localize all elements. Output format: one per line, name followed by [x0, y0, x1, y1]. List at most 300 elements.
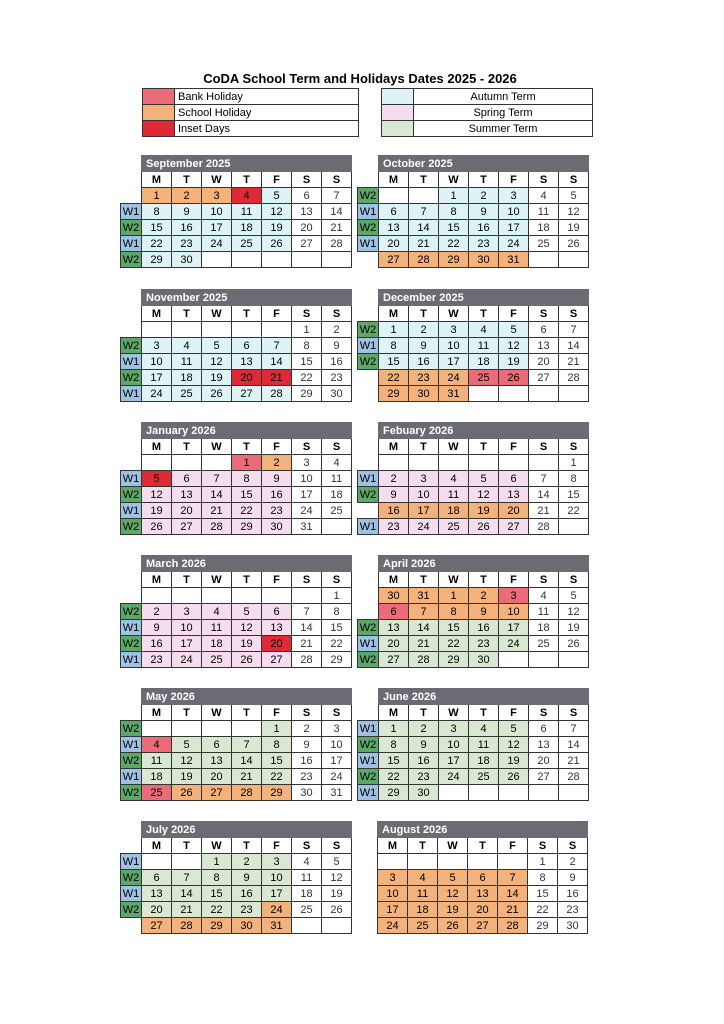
week-row [358, 471, 589, 487]
week-row [358, 236, 589, 252]
week-label: W1 [358, 721, 379, 737]
day-cell: 23 [558, 902, 588, 918]
day-cell: 18 [469, 354, 499, 370]
day-cell: 13 [529, 338, 559, 354]
week-row [121, 636, 352, 652]
week-row [358, 588, 589, 604]
week-row [121, 721, 352, 737]
day-header: F [499, 306, 529, 322]
day-cell [142, 854, 172, 870]
day-cell: 10 [439, 338, 469, 354]
day-cell: 5 [262, 188, 292, 204]
day-cell: 1 [439, 588, 469, 604]
week-spacer [121, 689, 142, 705]
day-header: F [262, 306, 292, 322]
week-row [358, 338, 589, 354]
week-label: W1 [121, 854, 142, 870]
week-row [121, 737, 352, 753]
day-cell: 15 [559, 487, 589, 503]
day-cell: 4 [469, 322, 499, 338]
day-cell: 8 [232, 471, 262, 487]
day-header: T [232, 838, 262, 854]
day-cell: 13 [292, 204, 322, 220]
day-header: W [202, 306, 232, 322]
day-cell: 22 [528, 902, 558, 918]
day-cell: 2 [322, 322, 352, 338]
day-cell: 10 [202, 204, 232, 220]
day-cell: 16 [172, 220, 202, 236]
day-cell: 15 [379, 753, 409, 769]
day-header: T [172, 172, 202, 188]
day-cell: 13 [379, 620, 409, 636]
day-cell: 28 [409, 652, 439, 668]
day-cell: 2 [262, 455, 292, 471]
day-header: T [469, 572, 499, 588]
day-cell: 1 [379, 322, 409, 338]
day-header-row [121, 172, 352, 188]
day-cell: 17 [378, 902, 408, 918]
legend-swatch [143, 89, 175, 105]
month-september-2025 [120, 155, 352, 268]
day-header-row [121, 439, 352, 455]
day-cell: 16 [379, 503, 409, 519]
month-april-2026 [357, 555, 589, 668]
day-cell: 25 [529, 636, 559, 652]
day-cell: 8 [439, 204, 469, 220]
month-table [120, 555, 352, 668]
week-label [121, 918, 142, 934]
week-spacer [358, 306, 379, 322]
day-cell: 10 [322, 737, 352, 753]
day-cell: 9 [292, 737, 322, 753]
day-cell: 23 [292, 769, 322, 785]
day-cell: 27 [379, 252, 409, 268]
day-cell: 5 [559, 188, 589, 204]
day-cell: 2 [142, 604, 172, 620]
week-spacer [121, 306, 142, 322]
week-label: W1 [358, 204, 379, 220]
day-cell: 9 [379, 487, 409, 503]
week-label: W1 [358, 471, 379, 487]
day-cell: 6 [379, 204, 409, 220]
day-cell: 13 [468, 886, 498, 902]
month-table [357, 821, 588, 934]
day-cell: 30 [379, 588, 409, 604]
week-spacer [121, 290, 142, 306]
week-spacer [357, 838, 378, 854]
day-cell: 17 [322, 753, 352, 769]
week-spacer [121, 705, 142, 721]
day-cell: 6 [172, 471, 202, 487]
month-header [121, 423, 352, 439]
day-cell: 25 [529, 236, 559, 252]
week-label: W2 [121, 753, 142, 769]
day-header: T [172, 439, 202, 455]
day-header: W [202, 838, 232, 854]
day-cell: 14 [559, 737, 589, 753]
day-cell: 29 [379, 386, 409, 402]
week-label [121, 588, 142, 604]
day-cell: 2 [379, 471, 409, 487]
day-cell: 3 [409, 471, 439, 487]
day-header-row [358, 172, 589, 188]
week-spacer [358, 689, 379, 705]
month-header [358, 156, 589, 172]
day-cell: 4 [232, 188, 262, 204]
day-header: S [529, 306, 559, 322]
day-cell: 27 [292, 236, 322, 252]
week-row [358, 354, 589, 370]
day-cell: 23 [469, 636, 499, 652]
month-header [121, 822, 352, 838]
week-row [121, 487, 352, 503]
day-cell: 30 [232, 918, 262, 934]
day-header: W [202, 172, 232, 188]
legend-label: School Holiday [175, 105, 359, 121]
day-cell: 16 [322, 354, 352, 370]
day-cell: 4 [408, 870, 438, 886]
day-cell: 30 [322, 386, 352, 402]
week-label: W1 [121, 236, 142, 252]
legend-row [382, 89, 593, 105]
day-cell: 11 [142, 753, 172, 769]
day-cell: 17 [202, 220, 232, 236]
week-row [121, 252, 352, 268]
day-cell: 11 [202, 620, 232, 636]
week-label: W2 [121, 902, 142, 918]
week-label: W2 [121, 370, 142, 386]
day-cell: 12 [322, 870, 352, 886]
day-cell: 12 [559, 204, 589, 220]
day-cell: 21 [292, 636, 322, 652]
week-spacer [121, 439, 142, 455]
day-cell: 29 [142, 252, 172, 268]
month-may-2026 [120, 688, 352, 801]
day-header-row [121, 838, 352, 854]
day-cell: 19 [469, 503, 499, 519]
week-row [358, 785, 589, 801]
day-cell: 6 [499, 471, 529, 487]
day-cell: 23 [322, 370, 352, 386]
day-cell: 27 [142, 918, 172, 934]
day-cell: 11 [469, 338, 499, 354]
day-header: M [142, 306, 172, 322]
day-cell: 25 [142, 785, 172, 801]
day-cell: 13 [172, 487, 202, 503]
day-cell: 5 [499, 721, 529, 737]
day-cell: 24 [262, 902, 292, 918]
day-cell: 1 [439, 188, 469, 204]
month-header [357, 822, 588, 838]
day-cell: 24 [439, 370, 469, 386]
day-cell: 28 [262, 386, 292, 402]
day-cell: 9 [142, 620, 172, 636]
week-row [121, 604, 352, 620]
day-cell: 18 [172, 370, 202, 386]
week-row [357, 886, 588, 902]
day-cell: 11 [529, 604, 559, 620]
day-cell: 15 [232, 487, 262, 503]
day-header: W [438, 838, 468, 854]
day-cell: 22 [379, 370, 409, 386]
day-cell: 18 [202, 636, 232, 652]
day-cell: 24 [172, 652, 202, 668]
day-cell: 3 [292, 455, 322, 471]
day-cell: 16 [142, 636, 172, 652]
day-cell: 18 [529, 220, 559, 236]
legend-label: Bank Holiday [175, 89, 359, 105]
day-cell: 21 [232, 769, 262, 785]
day-cell: 31 [292, 519, 322, 535]
day-cell: 21 [409, 636, 439, 652]
week-label: W1 [121, 652, 142, 668]
week-spacer [121, 556, 142, 572]
day-header: T [409, 439, 439, 455]
month-table [120, 422, 352, 535]
page-title: CoDA School Term and Holidays Dates 2025 - 2026 [203, 71, 517, 86]
day-cell: 10 [499, 204, 529, 220]
day-cell: 25 [172, 386, 202, 402]
day-cell: 11 [469, 737, 499, 753]
day-header: T [232, 705, 262, 721]
day-header: S [558, 838, 588, 854]
day-header: W [439, 572, 469, 588]
day-header: T [172, 838, 202, 854]
day-cell [322, 252, 352, 268]
day-cell: 18 [142, 769, 172, 785]
day-header: S [559, 439, 589, 455]
day-cell: 25 [439, 519, 469, 535]
day-header: M [379, 306, 409, 322]
day-cell: 10 [499, 604, 529, 620]
day-header: S [559, 572, 589, 588]
day-cell: 11 [172, 354, 202, 370]
day-cell: 12 [262, 204, 292, 220]
day-cell: 20 [468, 902, 498, 918]
day-cell [499, 455, 529, 471]
day-cell: 12 [499, 737, 529, 753]
day-cell: 19 [559, 220, 589, 236]
day-cell: 10 [439, 737, 469, 753]
day-cell: 29 [292, 386, 322, 402]
day-cell: 3 [262, 854, 292, 870]
day-header: S [528, 838, 558, 854]
day-cell: 26 [202, 386, 232, 402]
month-header [358, 556, 589, 572]
day-header: T [469, 172, 499, 188]
day-cell: 29 [439, 252, 469, 268]
day-cell: 14 [559, 338, 589, 354]
day-cell: 7 [202, 471, 232, 487]
day-cell: 17 [439, 354, 469, 370]
day-cell: 15 [142, 220, 172, 236]
day-cell: 12 [499, 338, 529, 354]
month-title: January 2026 [142, 423, 352, 439]
day-cell: 7 [498, 870, 528, 886]
day-header: F [499, 172, 529, 188]
week-row [121, 220, 352, 236]
day-cell: 4 [172, 338, 202, 354]
day-cell [322, 519, 352, 535]
week-row [358, 620, 589, 636]
day-cell: 11 [292, 870, 322, 886]
day-cell: 11 [322, 471, 352, 487]
day-cell: 26 [559, 636, 589, 652]
day-header: S [529, 172, 559, 188]
month-title: March 2026 [142, 556, 352, 572]
day-header: S [292, 306, 322, 322]
day-cell: 2 [409, 322, 439, 338]
week-label: W2 [358, 487, 379, 503]
day-header-row [358, 572, 589, 588]
day-cell: 4 [469, 721, 499, 737]
week-row [358, 652, 589, 668]
day-cell: 31 [499, 252, 529, 268]
day-cell: 1 [232, 455, 262, 471]
week-row [358, 604, 589, 620]
day-cell: 31 [439, 386, 469, 402]
day-cell: 16 [409, 753, 439, 769]
month-header [121, 156, 352, 172]
month-january-2026 [120, 422, 352, 535]
week-label: W2 [121, 636, 142, 652]
week-label: W2 [358, 188, 379, 204]
day-cell: 20 [379, 236, 409, 252]
day-header: T [408, 838, 438, 854]
day-cell: 10 [172, 620, 202, 636]
day-cell: 18 [529, 620, 559, 636]
day-cell: 10 [409, 487, 439, 503]
month-table [120, 688, 352, 801]
day-cell: 22 [142, 236, 172, 252]
month-table [120, 155, 352, 268]
day-cell: 6 [379, 604, 409, 620]
week-row [358, 503, 589, 519]
day-header: M [142, 572, 172, 588]
day-cell [292, 252, 322, 268]
day-cell: 29 [439, 652, 469, 668]
day-cell [408, 854, 438, 870]
month-november-2025 [120, 289, 352, 402]
day-cell: 21 [498, 902, 528, 918]
day-cell: 21 [172, 902, 202, 918]
day-cell [262, 588, 292, 604]
week-label: W2 [358, 354, 379, 370]
day-cell: 28 [559, 370, 589, 386]
day-header: S [322, 572, 352, 588]
day-header: S [322, 439, 352, 455]
day-cell: 23 [469, 236, 499, 252]
day-cell: 16 [232, 886, 262, 902]
month-title: July 2026 [142, 822, 352, 838]
day-cell: 20 [262, 636, 292, 652]
day-cell: 27 [499, 519, 529, 535]
week-label [357, 902, 378, 918]
day-cell: 5 [172, 737, 202, 753]
day-cell: 25 [322, 503, 352, 519]
week-label [358, 455, 379, 471]
day-cell: 14 [262, 354, 292, 370]
legend-label: Summer Term [414, 121, 593, 137]
week-label: W1 [121, 769, 142, 785]
day-cell: 28 [409, 252, 439, 268]
day-header: W [202, 705, 232, 721]
day-cell: 9 [409, 338, 439, 354]
day-cell: 13 [499, 487, 529, 503]
day-cell: 19 [499, 753, 529, 769]
day-header: F [498, 838, 528, 854]
day-cell [469, 785, 499, 801]
day-header: F [262, 172, 292, 188]
week-row [358, 220, 589, 236]
day-cell [262, 252, 292, 268]
day-cell: 27 [468, 918, 498, 934]
day-cell: 30 [409, 386, 439, 402]
week-row [121, 455, 352, 471]
day-header: T [409, 705, 439, 721]
day-cell: 20 [499, 503, 529, 519]
day-header: F [499, 572, 529, 588]
day-header: F [262, 439, 292, 455]
day-cell: 13 [142, 886, 172, 902]
day-cell: 30 [558, 918, 588, 934]
month-table [357, 422, 589, 535]
day-cell: 26 [172, 785, 202, 801]
week-label: W2 [121, 604, 142, 620]
week-label: W2 [121, 785, 142, 801]
day-cell: 5 [202, 338, 232, 354]
week-row [358, 252, 589, 268]
week-label: W2 [358, 737, 379, 753]
day-cell: 7 [559, 322, 589, 338]
day-cell: 19 [499, 354, 529, 370]
week-row [121, 870, 352, 886]
week-label [358, 386, 379, 402]
day-cell: 19 [172, 769, 202, 785]
month-title: November 2025 [142, 290, 352, 306]
day-cell: 22 [559, 503, 589, 519]
legend-row [143, 105, 359, 121]
week-spacer [358, 556, 379, 572]
month-title: August 2026 [378, 822, 588, 838]
week-spacer [121, 156, 142, 172]
month-august-2026 [357, 821, 588, 934]
legend-label: Autumn Term [414, 89, 593, 105]
day-header: F [262, 838, 292, 854]
day-header-row [357, 838, 588, 854]
day-cell: 6 [142, 870, 172, 886]
day-cell: 21 [529, 503, 559, 519]
week-label: W2 [121, 220, 142, 236]
day-cell: 27 [232, 386, 262, 402]
day-header: M [379, 439, 409, 455]
day-header: T [409, 172, 439, 188]
day-header: F [262, 572, 292, 588]
day-cell: 29 [379, 785, 409, 801]
day-cell: 24 [292, 503, 322, 519]
day-header: S [292, 439, 322, 455]
week-spacer [358, 290, 379, 306]
day-header: T [469, 306, 499, 322]
day-cell: 22 [439, 636, 469, 652]
day-header: T [469, 439, 499, 455]
week-label: W2 [358, 220, 379, 236]
day-cell: 18 [469, 753, 499, 769]
day-cell: 3 [499, 588, 529, 604]
day-cell: 26 [559, 236, 589, 252]
day-cell: 3 [499, 188, 529, 204]
day-header: M [379, 172, 409, 188]
